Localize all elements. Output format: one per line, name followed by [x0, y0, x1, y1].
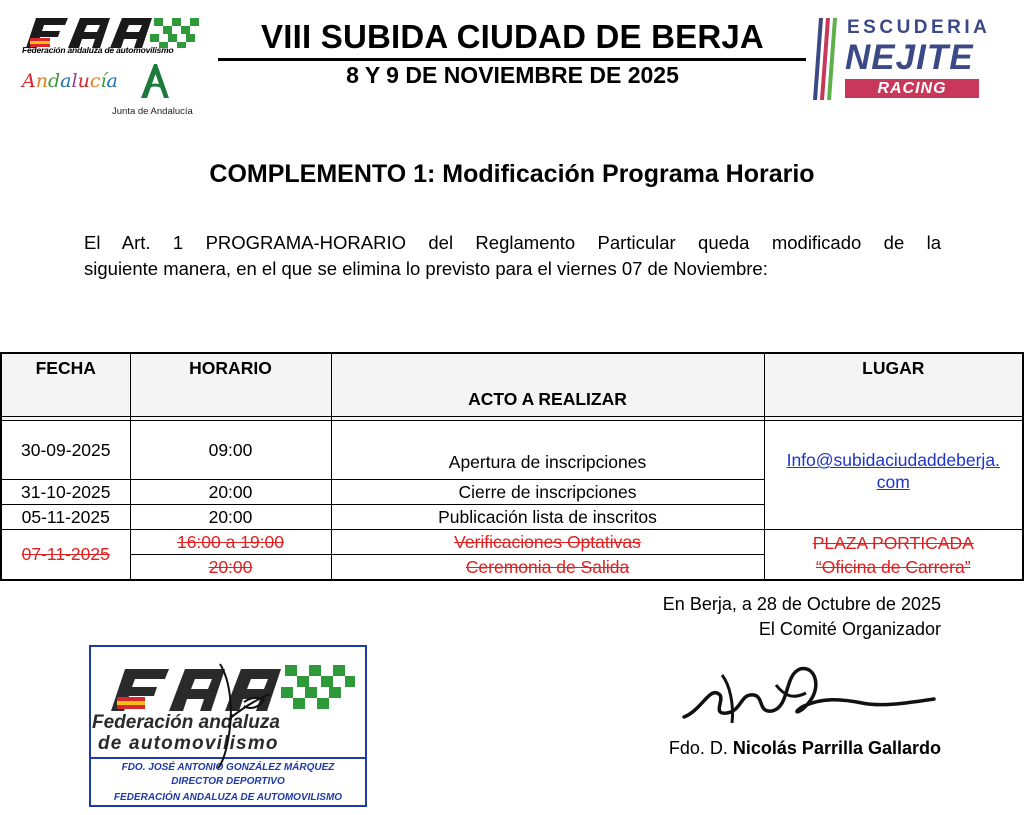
intro-line-2: siguiente manera, en el que se elimina lo previsto para el viernes 07 de Noviembre: [84, 258, 768, 279]
event-date: 8 Y 9 DE NOVIEMBRE DE 2025 [346, 62, 679, 88]
nejite-escuderia: ESCUDERIA [847, 17, 991, 38]
faa-logo-letters [26, 18, 152, 48]
cell-horario: 20:00 [130, 480, 331, 505]
junta-andalucia-logo [138, 62, 172, 100]
place-date: En Berja, a 28 de Octubre de 2025 [662, 594, 941, 614]
cell-fecha: 05-11-2025 [1, 505, 130, 530]
committee-label: El Comité Organizador [758, 619, 941, 639]
cell-fecha-cancelled: 07-11-2025 [1, 530, 130, 581]
header-lugar: LUGAR [764, 353, 1023, 417]
faa-subtitle: Federación andaluza de automovilismo [22, 45, 174, 55]
cell-horario-cancelled: 20:00 [130, 555, 331, 581]
signer-name: Nicolás Parrilla Gallardo [732, 738, 941, 758]
signature [672, 655, 942, 735]
stamp-role: DIRECTOR DEPORTIVO [171, 776, 285, 787]
cell-fecha: 31-10-2025 [1, 480, 130, 505]
stamp-organization: FEDERACIÓN ANDALUZA DE AUTOMOVILISMO [113, 792, 343, 803]
nejite-stripes [813, 18, 841, 100]
cell-fecha: 30-09-2025 [1, 421, 130, 480]
closing-block [560, 592, 941, 642]
intro-line-1: El Art. 1 PROGRAMA-HORARIO del Reglamento Particular queda modificado de la [84, 232, 941, 253]
table-row [1, 421, 1023, 480]
header-acto: ACTO A REALIZAR [331, 353, 764, 417]
andalucia-logo: Andalucía [22, 70, 118, 92]
schedule-table [0, 352, 1022, 581]
nejite-name: NEJITE [845, 38, 974, 77]
header-horario: HORARIO [130, 353, 331, 417]
stamp-name-line2: de automovilismo [98, 733, 279, 754]
stamp-signer: FDO. JOSÉ ANTONIO GONZÁLEZ MÁRQUEZ [121, 762, 335, 773]
email-link[interactable]: Info@subidaciudaddeberja. com [786, 450, 1000, 492]
nejite-racing: RACING [877, 80, 947, 97]
stamp-signature [200, 660, 280, 770]
cell-acto: Apertura de inscripciones [331, 421, 764, 480]
event-title: VIII SUBIDA CIUDAD DE BERJA [261, 18, 764, 55]
cell-horario: 20:00 [130, 505, 331, 530]
cell-acto-cancelled: Ceremonia de Salida [331, 555, 764, 581]
junta-label: Junta de Andalucía [112, 106, 193, 117]
cell-acto: Cierre de inscripciones [331, 480, 764, 505]
cell-lugar-cancelled: PLAZA PORTICADA “Oficina de Carrera” [764, 530, 1023, 581]
signer-prefix: Fdo. D. [668, 738, 728, 758]
header-fecha: FECHA [1, 353, 130, 417]
cell-horario: 09:00 [130, 421, 331, 480]
signer-line [560, 738, 941, 759]
title-underline [218, 58, 806, 61]
intro-paragraph [84, 230, 941, 282]
cell-lugar-email [764, 421, 1023, 530]
cell-acto: Publicación lista de inscritos [331, 505, 764, 530]
checker-flag [150, 18, 199, 48]
cell-acto-cancelled: Verificaciones Optativas [331, 530, 764, 555]
document-heading: COMPLEMENTO 1: Modificación Programa Horario [209, 160, 815, 188]
cell-horario-cancelled: 16:00 a 19:00 [130, 530, 331, 555]
table-row-cancelled [1, 530, 1023, 555]
stamp-name-line1: Federación andaluza [92, 712, 280, 733]
